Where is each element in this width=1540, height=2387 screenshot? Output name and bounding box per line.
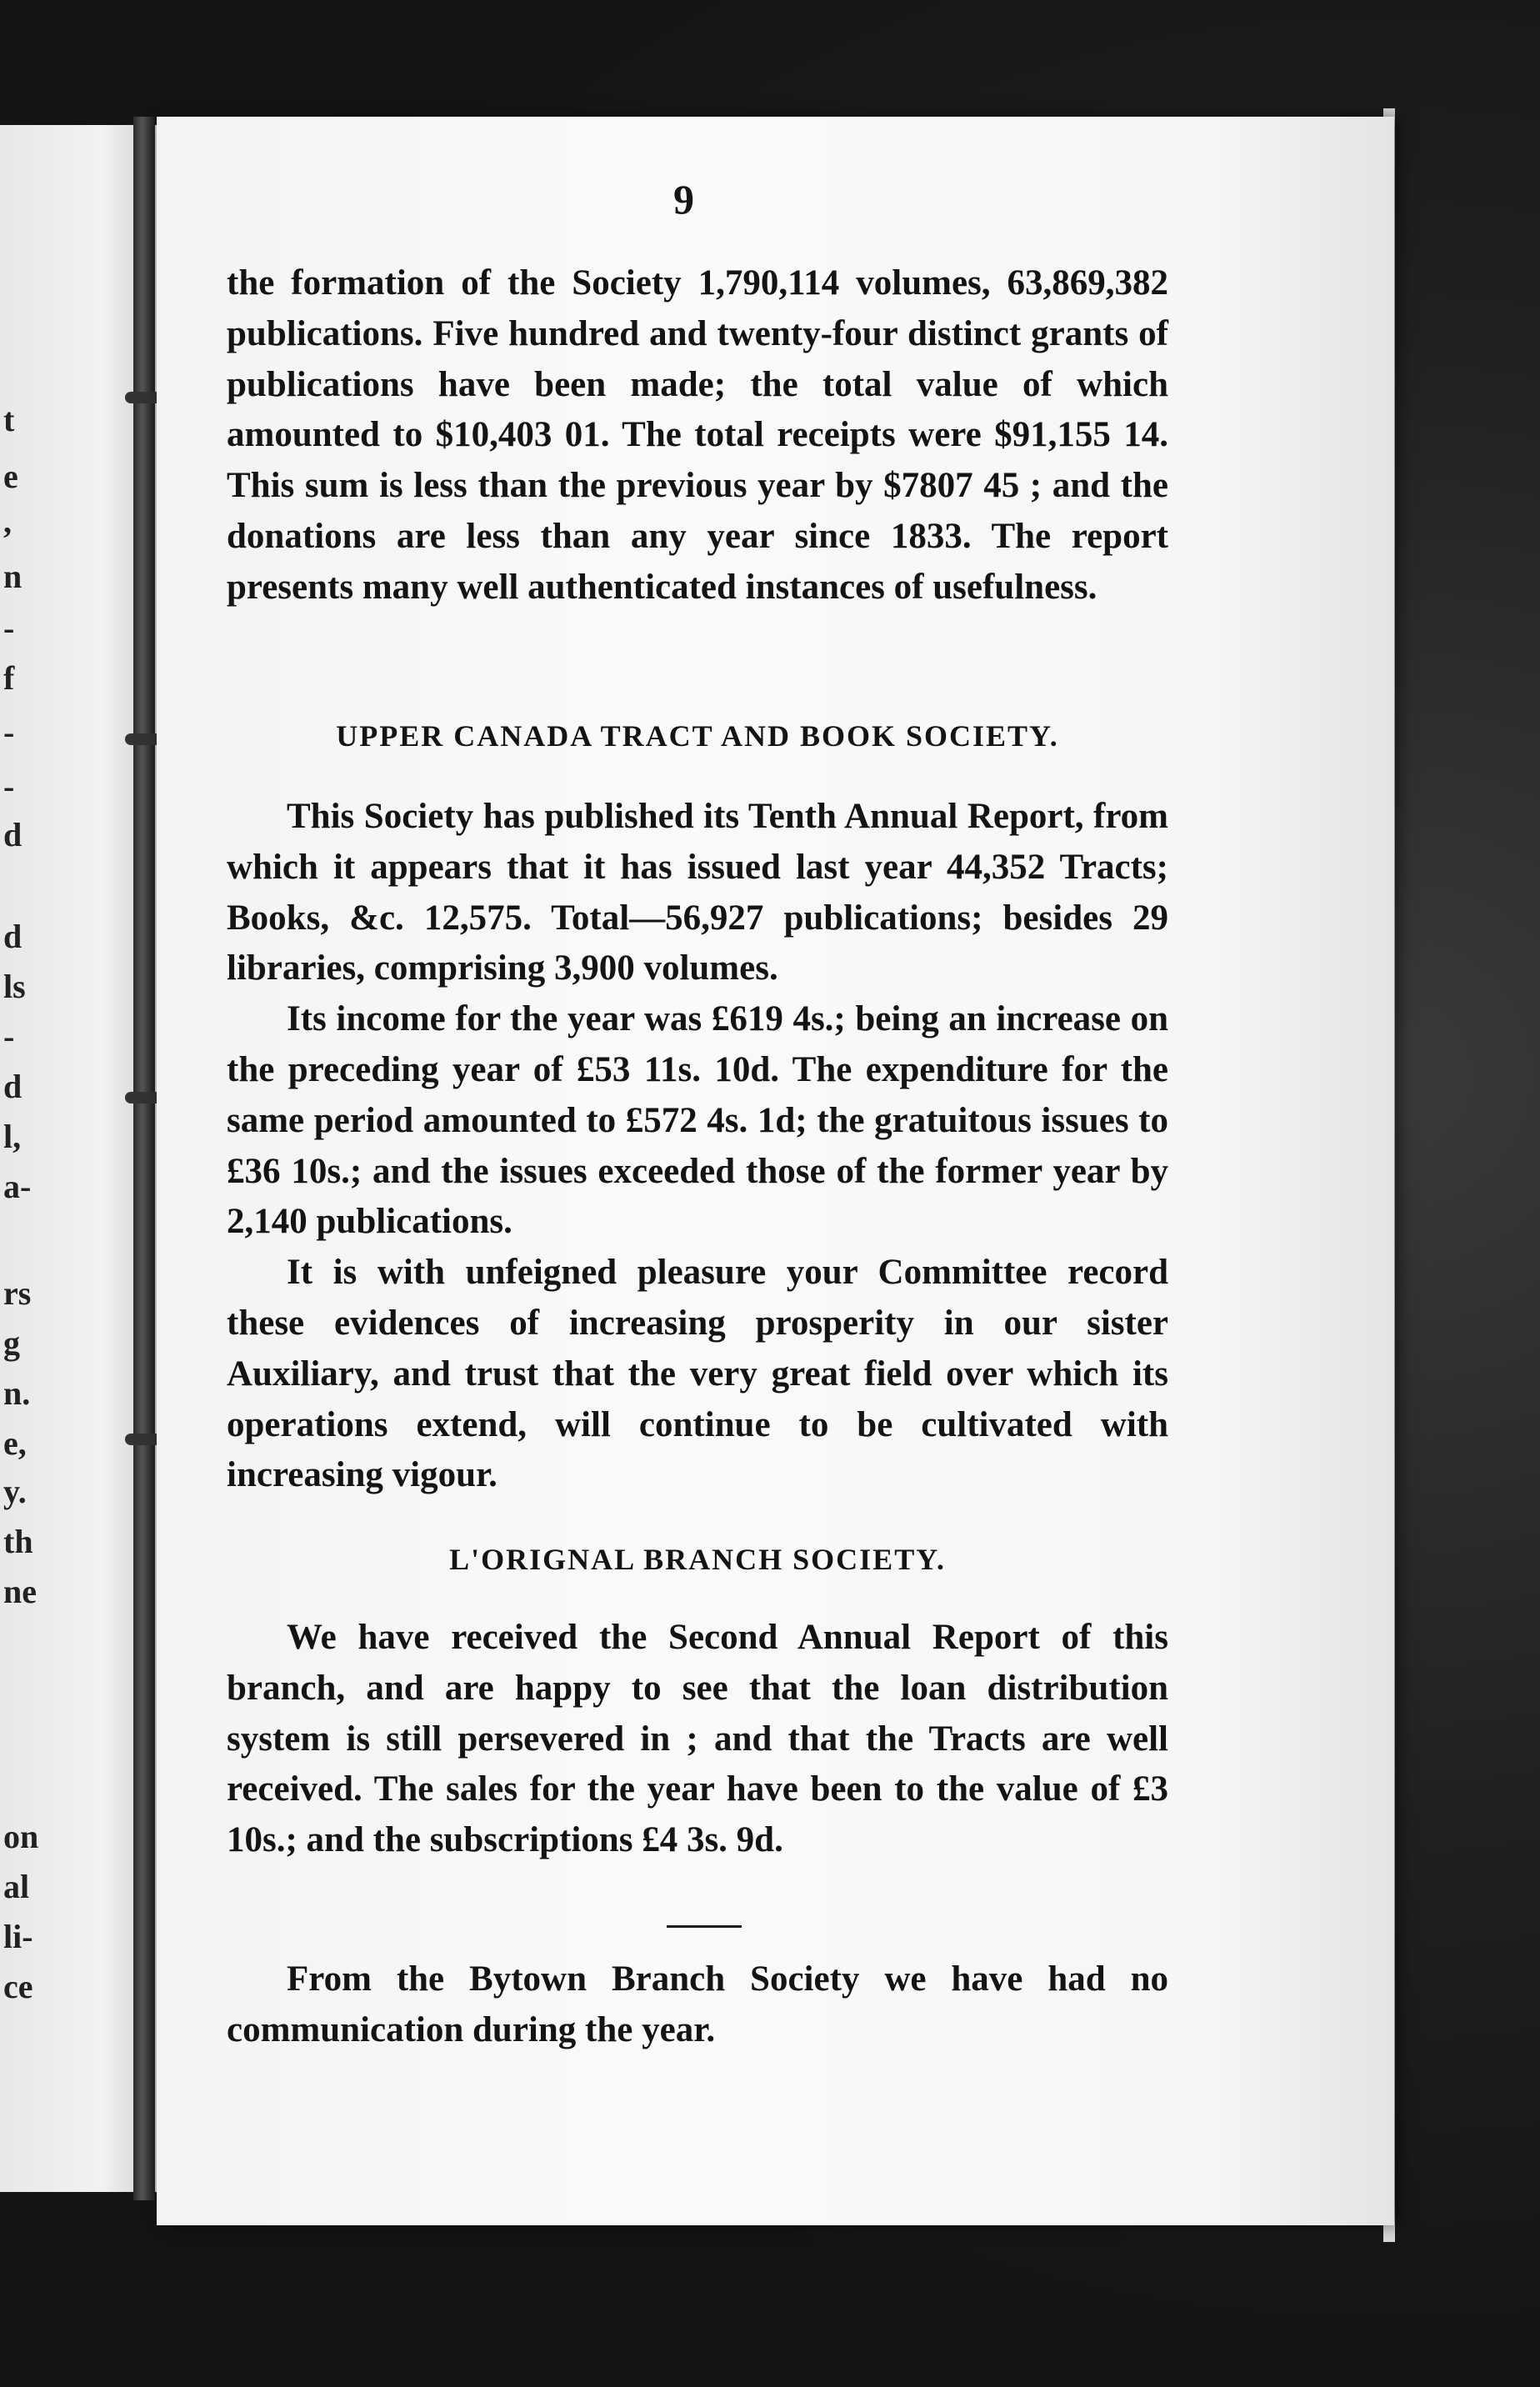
paragraph-3: Its income for the year was £619 4s.; being an increase on the preceding year of £53 11s. 10d. The expenditure for the same period amounted to £572 4s. 1d; the gratuitous issues to £36 10s.; and the issues exceeded those of the former year by 2,140 publications. (227, 999, 1168, 1242)
section-heading-lorignal: L'ORIGNAL BRANCH SOCIETY. (449, 1543, 946, 1576)
section-divider (667, 1925, 742, 1928)
left-fragment: n (3, 558, 22, 595)
left-fragment: g (3, 1324, 20, 1362)
paragraph-2-block (227, 792, 1168, 1501)
left-fragment: y. (3, 1473, 27, 1510)
left-fragment: al (3, 1868, 30, 1905)
book-spine (133, 117, 155, 2200)
paragraph-5-block (227, 1613, 1168, 1866)
left-fragment: t (3, 401, 15, 438)
left-fragment: ce (3, 1968, 33, 2005)
left-fragment: ls (3, 968, 26, 1005)
left-fragment: - (3, 609, 15, 647)
paragraph-5: We have received the Second Annual Report of this branch, and are happy to see that the loan distribution system is still persevered in ; and that the Tracts are well received. The sales for the year have been to the value of £3 10s.; and the subscriptions £4 3s. 9d. (227, 1618, 1168, 1860)
heading-2-block (227, 1542, 1168, 1577)
left-fragment: rs (3, 1274, 32, 1312)
left-fragment: - (3, 1018, 15, 1055)
left-fragment: - (3, 768, 15, 805)
left-fragment: n. (3, 1374, 31, 1412)
left-fragment: li- (3, 1918, 33, 1955)
left-fragment: l, (3, 1118, 22, 1155)
paragraph-6: From the Bytown Branch Society we have had no communication during the year. (227, 1959, 1168, 2049)
paragraph-2: This Society has published its Tenth Annual Report, from which it appears that it has issued last year 44,352 Tracts; Books, &c. 12,575. Total—56,927 publications; besides 29 libraries, comprising 3,900 volumes. (227, 797, 1168, 988)
left-fragment: a- (3, 1168, 32, 1205)
left-fragment: d (3, 918, 22, 955)
left-fragment: ne (3, 1573, 37, 1610)
paragraph-4: It is with unfeigned pleasure your Committee record these evidences of increasing prosperity in our sister Auxiliary, and trust that the very great field over which its operations extend, will continue to be cultivated with increasing vigour. (227, 1253, 1168, 1495)
left-fragment: e (3, 458, 18, 495)
left-fragment: f (3, 659, 15, 697)
left-fragment: e, (3, 1424, 27, 1462)
left-fragment: th (3, 1523, 33, 1560)
paragraph-1: the formation of the Society 1,790,114 volumes, 63,869,382 publications. Five hundred and twenty-four distinct grants of publications have been made; the total value of which amounted to $10,403 01. The total receipts were $91,155 14. This sum is less than the previous year by $7807 45 ; and the donations are less than any year since 1833. The report presents many well authenticated instances of usefulness. (227, 263, 1168, 607)
left-fragment: d (3, 816, 22, 853)
page-number: 9 (673, 176, 694, 223)
left-fragment: - (3, 713, 15, 751)
paragraph-1-block (227, 258, 1168, 613)
left-fragment: , (3, 503, 12, 540)
left-fragment: d (3, 1068, 22, 1105)
section-heading-upper-canada: UPPER CANADA TRACT AND BOOK SOCIETY. (336, 719, 1059, 753)
left-fragment: on (3, 1818, 39, 1855)
paragraph-6-block (227, 1954, 1168, 2056)
heading-1-block (227, 718, 1168, 753)
